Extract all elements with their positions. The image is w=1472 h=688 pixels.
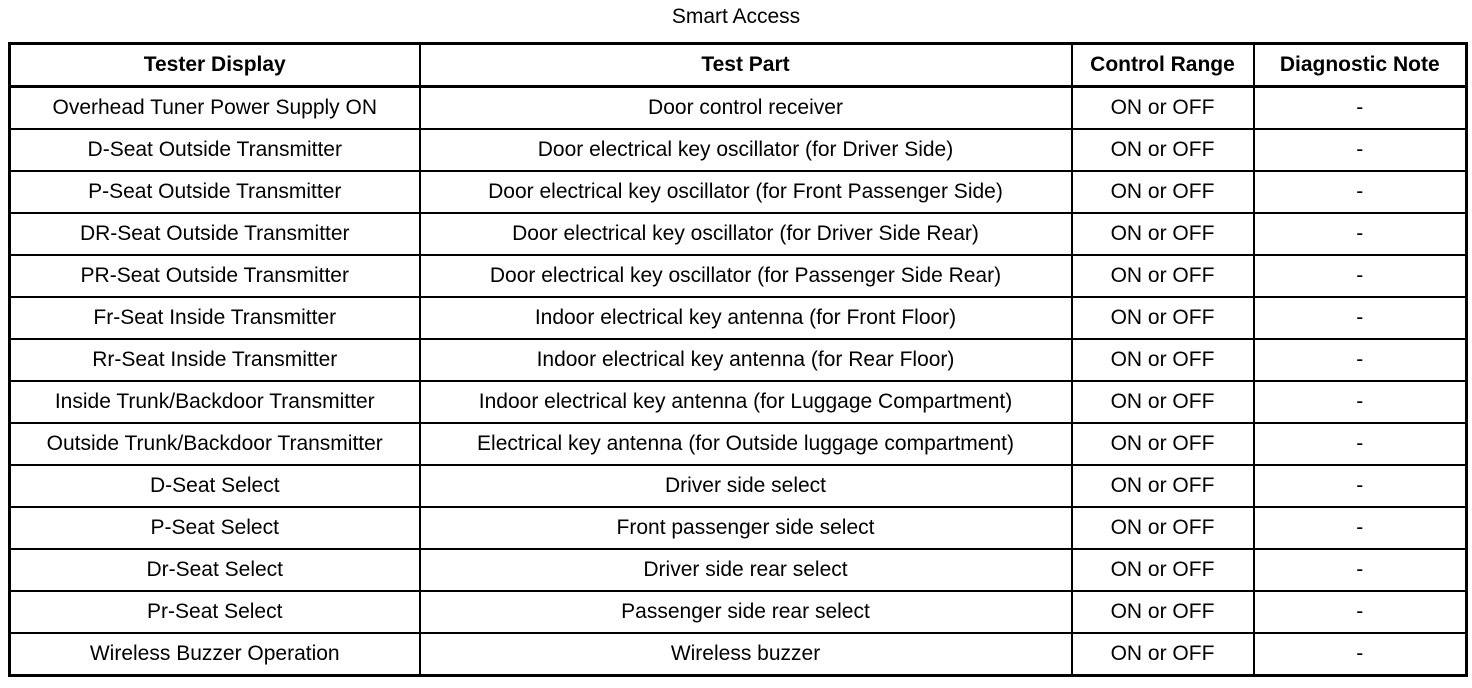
test-part-cell: Passenger side rear select [420,591,1072,633]
table-header-row [10,44,1467,87]
control-range-cell: ON or OFF [1072,255,1254,297]
diagnostic-note-cell: - [1254,591,1467,633]
table-row [10,171,1467,213]
table-row [10,213,1467,255]
tester-display-cell: Rr-Seat Inside Transmitter [10,339,420,381]
table-row [10,507,1467,549]
diagnostic-note-cell: - [1254,465,1467,507]
test-part-cell: Door electrical key oscillator (for Front Passenger Side) [420,171,1072,213]
table-row [10,465,1467,507]
table-row [10,339,1467,381]
tester-display-cell: Inside Trunk/Backdoor Transmitter [10,381,420,423]
table-row [10,591,1467,633]
tester-display-cell: D-Seat Select [10,465,420,507]
header-control-range: Control Range [1072,44,1254,87]
smart-access-table [8,42,1468,677]
tester-display-cell: Fr-Seat Inside Transmitter [10,297,420,339]
tester-display-cell: P-Seat Select [10,507,420,549]
diagnostic-note-cell: - [1254,339,1467,381]
control-range-cell: ON or OFF [1072,591,1254,633]
control-range-cell: ON or OFF [1072,549,1254,591]
diagnostic-note-cell: - [1254,213,1467,255]
table-row [10,381,1467,423]
control-range-cell: ON or OFF [1072,465,1254,507]
control-range-cell: ON or OFF [1072,507,1254,549]
diagnostic-note-cell: - [1254,171,1467,213]
control-range-cell: ON or OFF [1072,381,1254,423]
tester-display-cell: DR-Seat Outside Transmitter [10,213,420,255]
control-range-cell: ON or OFF [1072,339,1254,381]
diagnostic-note-cell: - [1254,507,1467,549]
test-part-cell: Driver side rear select [420,549,1072,591]
test-part-cell: Door electrical key oscillator (for Passenger Side Rear) [420,255,1072,297]
tester-display-cell: Dr-Seat Select [10,549,420,591]
test-part-cell: Door electrical key oscillator (for Driver Side Rear) [420,213,1072,255]
test-part-cell: Electrical key antenna (for Outside luggage compartment) [420,423,1072,465]
diagnostic-note-cell: - [1254,423,1467,465]
diagnostic-note-cell: - [1254,549,1467,591]
table-row [10,423,1467,465]
header-test-part: Test Part [420,44,1072,87]
test-part-cell: Wireless buzzer [420,633,1072,676]
diagnostic-note-cell: - [1254,129,1467,171]
table-row [10,129,1467,171]
diagnostic-note-cell: - [1254,381,1467,423]
test-part-cell: Door control receiver [420,87,1072,130]
test-part-cell: Door electrical key oscillator (for Driver Side) [420,129,1072,171]
control-range-cell: ON or OFF [1072,297,1254,339]
table-row [10,255,1467,297]
tester-display-cell: Outside Trunk/Backdoor Transmitter [10,423,420,465]
diagnostic-note-cell: - [1254,633,1467,676]
test-part-cell: Indoor electrical key antenna (for Front Floor) [420,297,1072,339]
diagnostic-note-cell: - [1254,87,1467,130]
header-tester-display: Tester Display [10,44,420,87]
diagnostic-note-cell: - [1254,297,1467,339]
test-part-cell: Driver side select [420,465,1072,507]
tester-display-cell: P-Seat Outside Transmitter [10,171,420,213]
test-part-cell: Front passenger side select [420,507,1072,549]
tester-display-cell: Wireless Buzzer Operation [10,633,420,676]
control-range-cell: ON or OFF [1072,129,1254,171]
control-range-cell: ON or OFF [1072,423,1254,465]
tester-display-cell: Overhead Tuner Power Supply ON [10,87,420,130]
table-row [10,549,1467,591]
control-range-cell: ON or OFF [1072,213,1254,255]
tester-display-cell: D-Seat Outside Transmitter [10,129,420,171]
control-range-cell: ON or OFF [1072,171,1254,213]
test-part-cell: Indoor electrical key antenna (for Luggage Compartment) [420,381,1072,423]
page-title: Smart Access [671,5,801,28]
tester-display-cell: Pr-Seat Select [10,591,420,633]
table-row [10,633,1467,676]
control-range-cell: ON or OFF [1072,87,1254,130]
table-row [10,297,1467,339]
table-row [10,87,1467,130]
test-part-cell: Indoor electrical key antenna (for Rear Floor) [420,339,1072,381]
control-range-cell: ON or OFF [1072,633,1254,676]
tester-display-cell: PR-Seat Outside Transmitter [10,255,420,297]
diagnostic-note-cell: - [1254,255,1467,297]
header-diagnostic-note: Diagnostic Note [1254,44,1467,87]
